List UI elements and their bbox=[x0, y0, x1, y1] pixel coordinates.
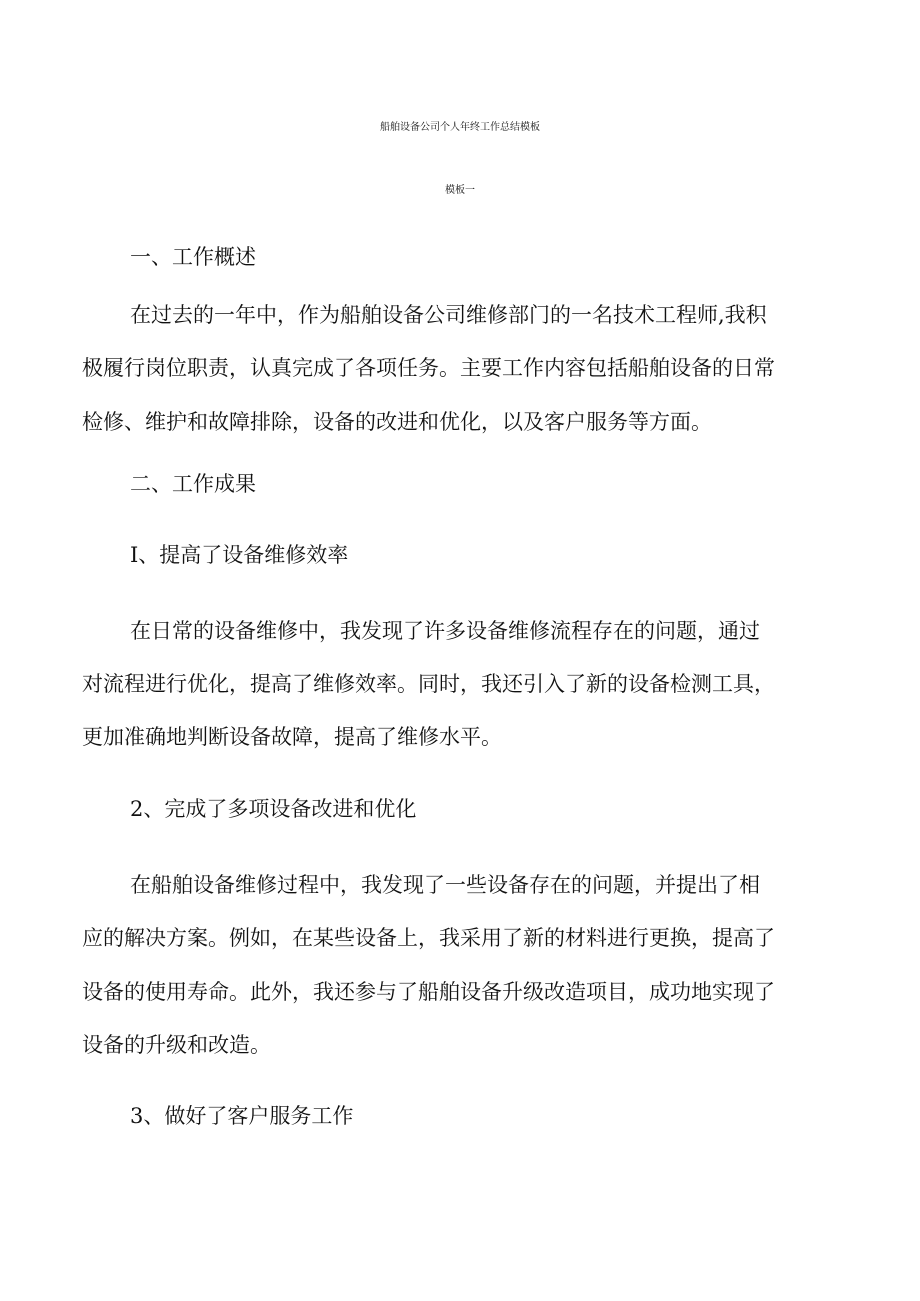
paragraph-line: 在过去的一年中，作为船舶设备公司维修部门的一名技术工程师,我积 bbox=[130, 303, 767, 327]
paragraph-line: 检修、维护和故障排除，设备的改进和优化，以及客户服务等方面。 bbox=[82, 410, 712, 434]
paragraph-line: 在日常的设备维修中，我发现了许多设备维修流程存在的问题，通过 bbox=[130, 619, 760, 643]
paragraph-line: 设备的升级和改造。 bbox=[82, 1033, 271, 1057]
document-title: 船舶设备公司个人年终工作总结模板 bbox=[380, 122, 540, 133]
paragraph-line: 对流程进行优化，提高了维修效率。同时，我还引入了新的设备检测工具， bbox=[82, 672, 775, 696]
item-heading: I、提高了设备维修效率 bbox=[130, 543, 349, 567]
section-heading: 一、工作概述 bbox=[130, 245, 256, 269]
paragraph-line: 更加准确地判断设备故障，提高了维修水平。 bbox=[82, 725, 502, 749]
paragraph-line: 极履行岗位职责，认真完成了各项任务。主要工作内容包括船舶设备的日常 bbox=[82, 356, 775, 380]
paragraph-line: 应的解决方案。例如，在某些设备上，我采用了新的材料进行更换，提高了 bbox=[82, 926, 775, 950]
item-heading: 2、完成了多项设备改进和优化 bbox=[130, 797, 417, 821]
item-heading: 3、做好了客户服务工作 bbox=[130, 1104, 354, 1128]
paragraph-line: 设备的使用寿命。此外，我还参与了船舶设备升级改造项目，成功地实现了 bbox=[82, 980, 775, 1004]
paragraph-line: 在船舶设备维修过程中，我发现了一些设备存在的问题，并提出了相 bbox=[130, 873, 760, 897]
section-heading: 二、工作成果 bbox=[130, 472, 256, 496]
document-subtitle: 模板一 bbox=[445, 185, 475, 196]
